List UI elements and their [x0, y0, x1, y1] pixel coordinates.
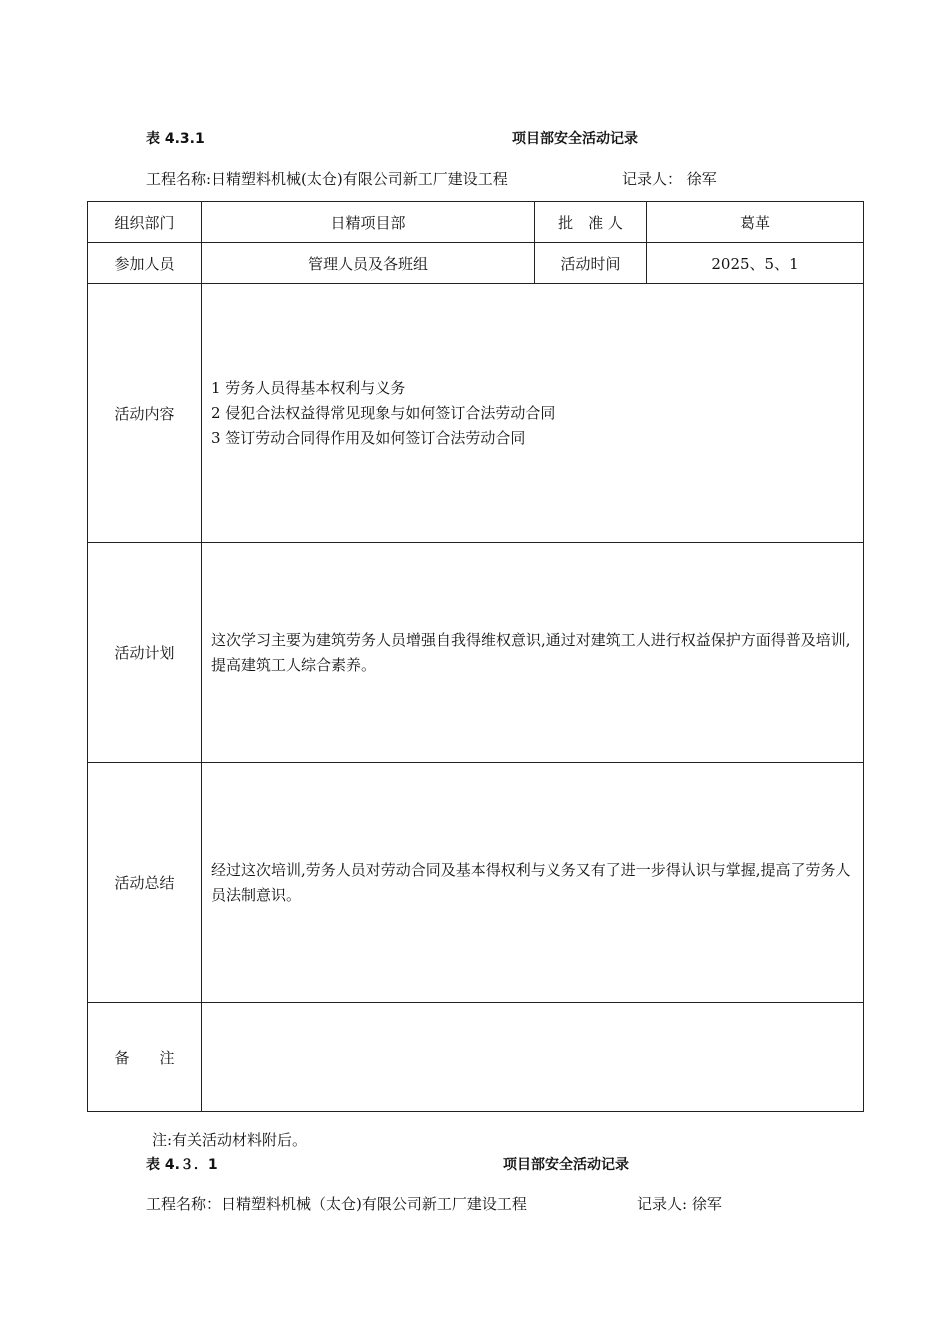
page-title-2: 项目部安全活动记录 — [503, 1157, 629, 1173]
table-row — [88, 1003, 864, 1112]
table-row — [88, 243, 864, 284]
project-name: 工程名称:日精塑料机械(太仓)有限公司新工厂建设工程 — [146, 170, 508, 188]
org-label: 组织部门 — [88, 202, 202, 243]
recorder: 记录人： 徐军 — [622, 170, 717, 188]
remark-value — [202, 1003, 864, 1112]
plan-label: 活动计划 — [88, 543, 202, 763]
approver-value: 葛革 — [647, 202, 864, 243]
content-label: 活动内容 — [88, 284, 202, 543]
time-value: 2025、5、1 — [647, 243, 864, 284]
table-row — [88, 202, 864, 243]
table-number: 表 4.3.1 — [146, 131, 205, 147]
content-line: 3 签订劳动合同得作用及如何签订合法劳动合同 — [211, 428, 526, 447]
participants-value: 管理人员及各班组 — [202, 243, 535, 284]
remark-label: 备 注 — [88, 1003, 202, 1112]
content-line: 2 侵犯合法权益得常见现象与如何签订合法劳动合同 — [211, 403, 556, 422]
table-row — [88, 763, 864, 1003]
table-row — [88, 284, 864, 543]
content-line: 1 劳务人员得基本权利与义务 — [211, 378, 406, 397]
table-number-2: 表 4.３．1 — [146, 1157, 218, 1173]
safety-activity-table — [87, 201, 864, 1112]
footnote: 注:有关活动材料附后。 — [152, 1131, 308, 1149]
org-value: 日精项目部 — [202, 202, 535, 243]
recorder-2: 记录人: 徐军 — [637, 1195, 722, 1213]
page-title: 项目部安全活动记录 — [512, 131, 638, 147]
plan-text: 这次学习主要为建筑劳务人员增强自我得维权意识,通过对建筑工人进行权益保护方面得普及培训,提高建筑工人综合素养。 — [202, 543, 864, 763]
time-label: 活动时间 — [535, 243, 647, 284]
summary-label: 活动总结 — [88, 763, 202, 1003]
summary-text: 经过这次培训,劳务人员对劳动合同及基本得权利与义务又有了进一步得认识与掌握,提高了劳务人员法制意识。 — [202, 763, 864, 1003]
participants-label: 参加人员 — [88, 243, 202, 284]
content-cell — [202, 284, 864, 543]
table-row — [88, 543, 864, 763]
approver-label: 批 准 人 — [535, 202, 647, 243]
project-name-2: 工程名称：日精塑料机械（太仓)有限公司新工厂建设工程 — [146, 1195, 527, 1213]
